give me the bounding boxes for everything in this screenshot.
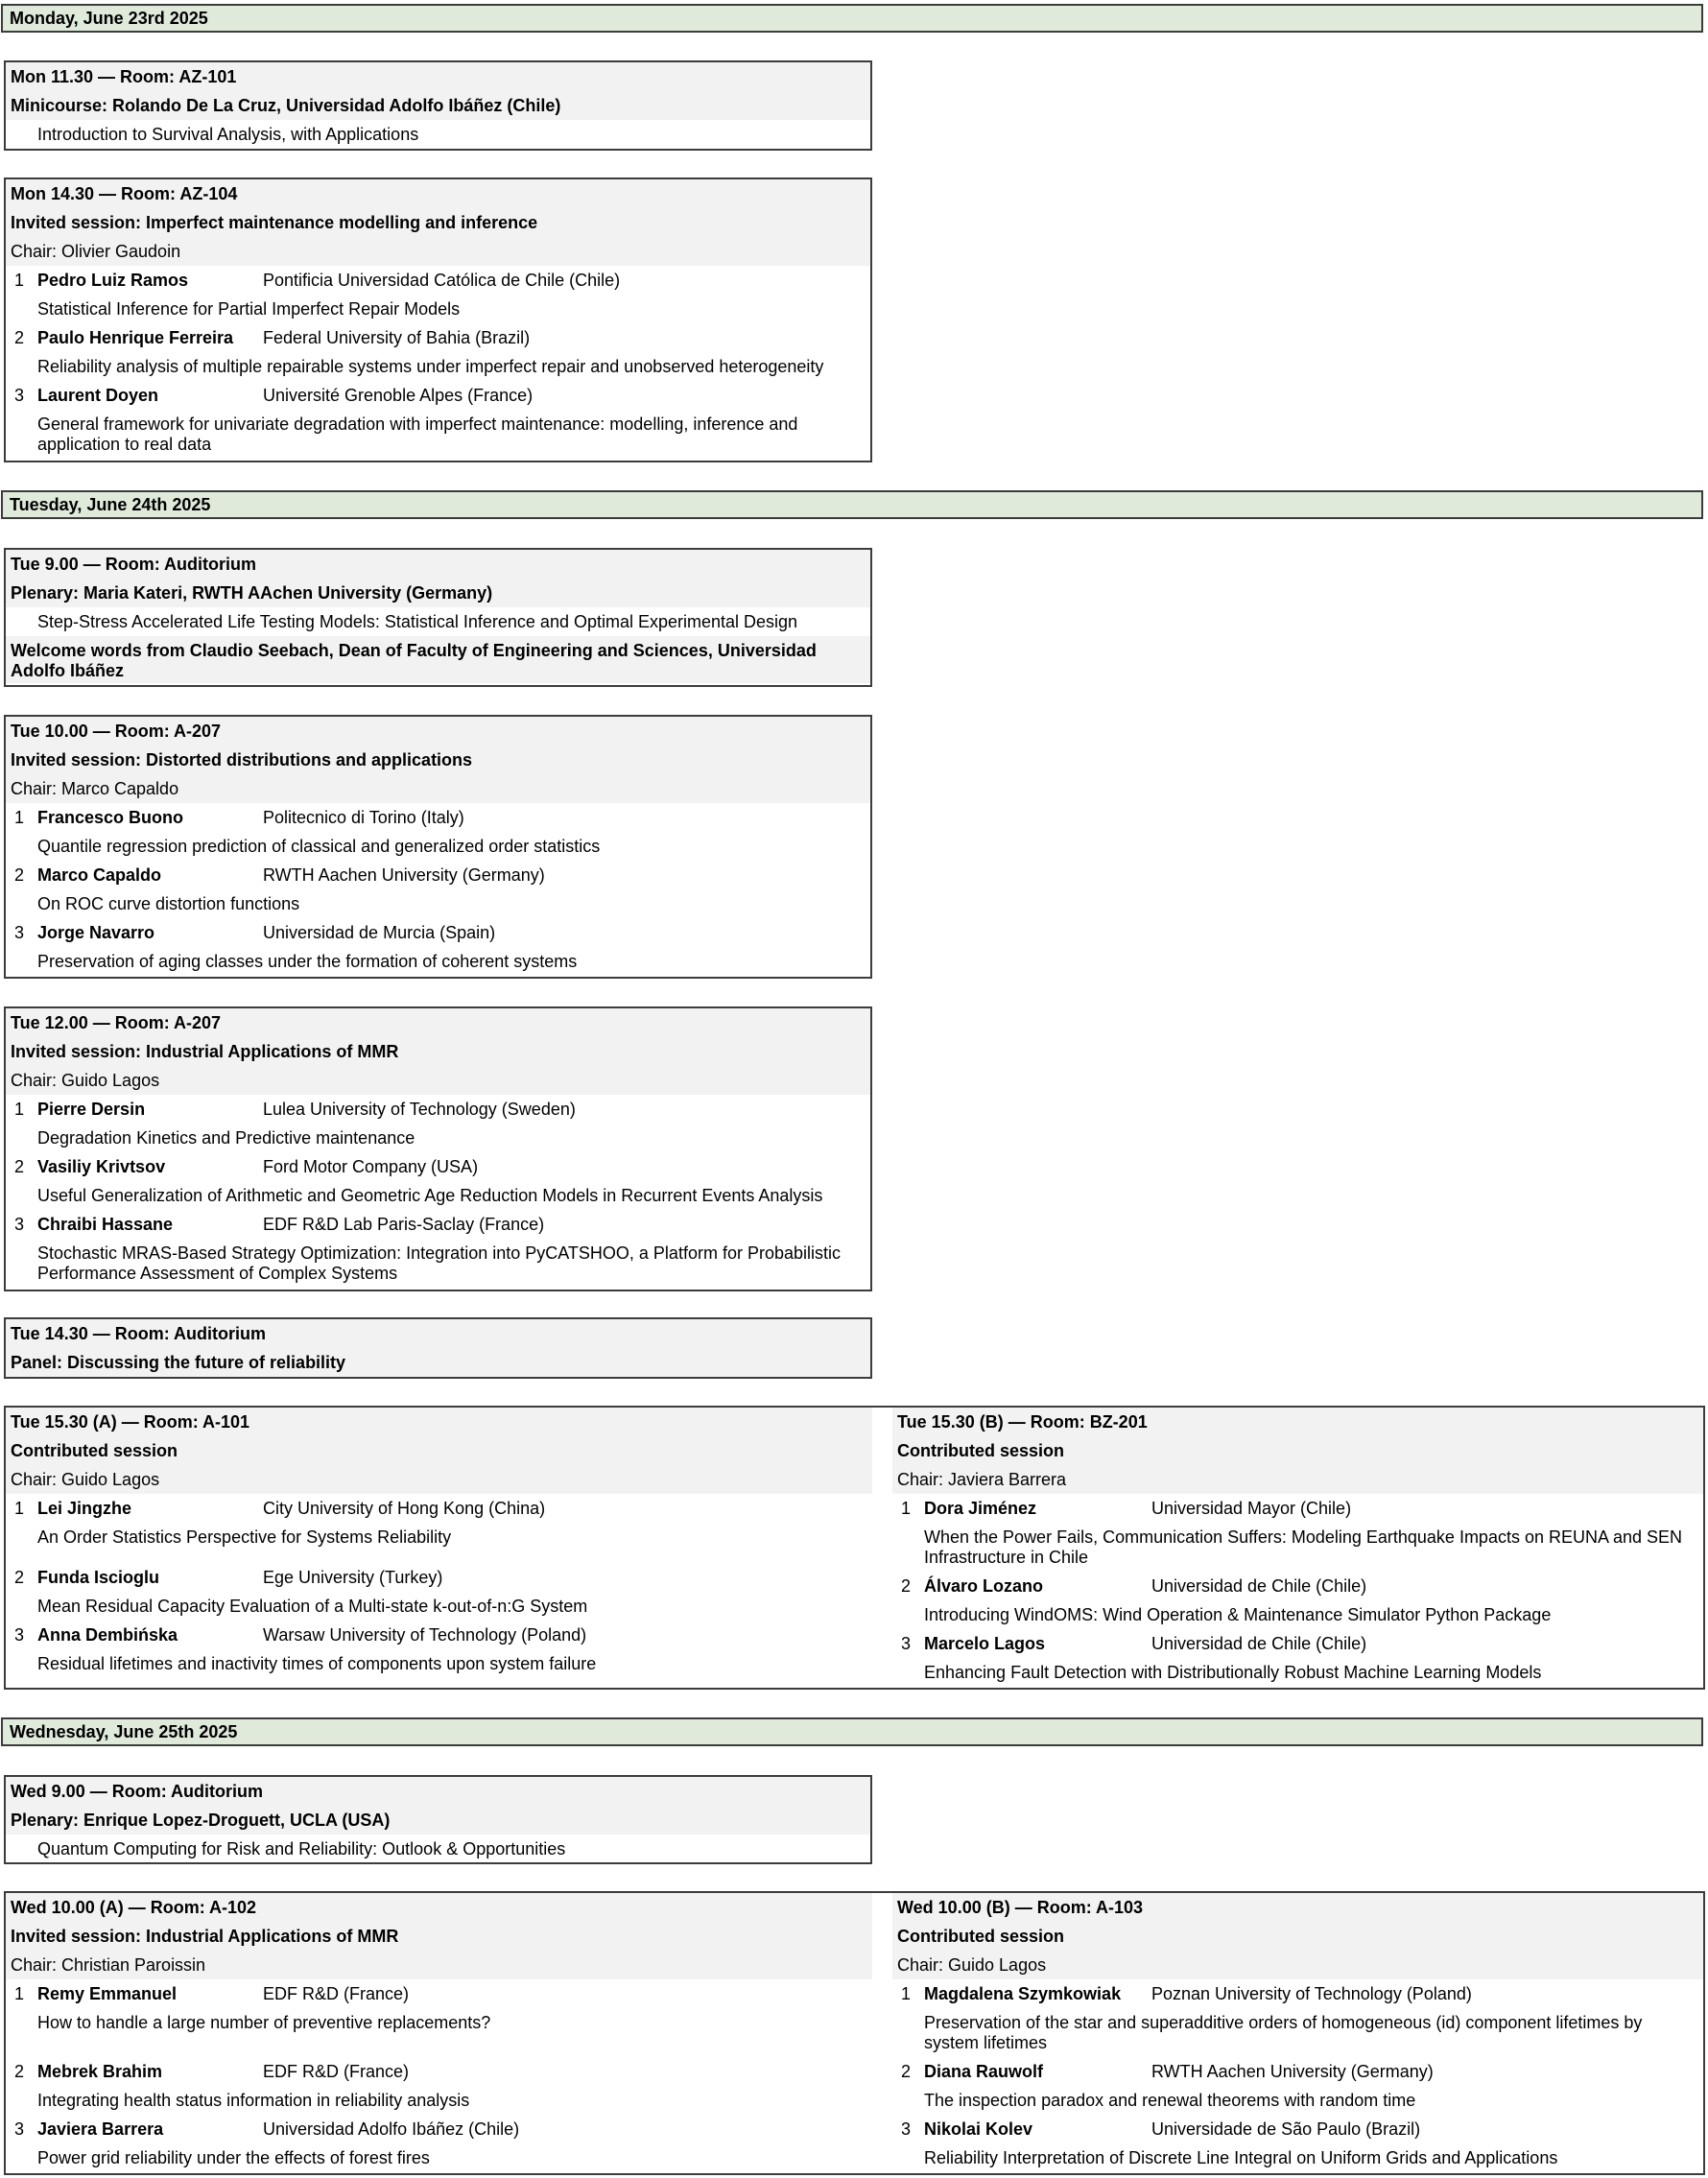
session-chair: Chair: Guido Lagos bbox=[892, 1951, 1703, 1979]
speaker-affiliation: Université Grenoble Alpes (France) bbox=[263, 386, 534, 405]
session-heading: Invited session: Industrial Applications of MMR bbox=[6, 1037, 870, 1066]
talk-title: Reliability Interpretation of Discrete Line Integral on Uniform Grids and Applications bbox=[924, 2148, 1558, 2167]
talk-row bbox=[892, 1572, 1703, 1600]
speaker-affiliation: Universidad Mayor (Chile) bbox=[1151, 1499, 1352, 1518]
talk-number: 3 bbox=[901, 1634, 912, 1653]
speaker-affiliation: Universidad de Chile (Chile) bbox=[1151, 1576, 1367, 1596]
talk-number: 1 bbox=[901, 1499, 912, 1518]
session-column-a bbox=[6, 1408, 872, 1678]
session-heading: Plenary: Maria Kateri, RWTH AAchen University (Germany) bbox=[6, 579, 870, 607]
talk-row bbox=[6, 1979, 872, 2008]
talk-title: Step-Stress Accelerated Life Testing Models: Statistical Inference and Optimal Experimental Design bbox=[37, 612, 798, 631]
talk-title: Power grid reliability under the effects of forest fires bbox=[37, 2148, 430, 2167]
talk-row bbox=[892, 1494, 1703, 1523]
session-chair: Chair: Christian Paroissin bbox=[6, 1951, 872, 1979]
talk-title: Residual lifetimes and inactivity times of components upon system failure bbox=[37, 1654, 597, 1673]
session-tue-1430 bbox=[4, 1317, 872, 1379]
talk-row bbox=[6, 381, 870, 410]
talk-row bbox=[6, 2115, 872, 2143]
talk-title: An Order Statistics Perspective for Systems Reliability bbox=[37, 1527, 452, 1547]
day-header-wednesday: Wednesday, June 25th 2025 bbox=[1, 1717, 1703, 1746]
talk-title: General framework for univariate degradation with imperfect maintenance: modelling, inference and application to real data bbox=[37, 414, 798, 454]
session-heading: Invited session: Imperfect maintenance modelling and inference bbox=[6, 208, 870, 237]
session-time-room: Tue 9.00 — Room: Auditorium bbox=[6, 550, 870, 579]
session-wed-900 bbox=[4, 1775, 872, 1864]
session-time-room: Tue 15.30 (B) — Room: BZ-201 bbox=[892, 1408, 1703, 1436]
session-heading: Contributed session bbox=[6, 1436, 872, 1465]
talk-title: Mean Residual Capacity Evaluation of a Multi-state k-out-of-n:G System bbox=[37, 1597, 588, 1616]
session-column-a bbox=[6, 1893, 872, 2172]
speaker-affiliation: Universidad Adolfo Ibáñez (Chile) bbox=[263, 2119, 520, 2139]
speaker-affiliation: Lulea University of Technology (Sweden) bbox=[263, 1100, 576, 1119]
session-heading: Invited session: Industrial Applications of MMR bbox=[6, 1922, 872, 1951]
speaker-name: Marco Capaldo bbox=[37, 865, 162, 885]
talk-number: 3 bbox=[14, 1215, 25, 1234]
session-wed-1000 bbox=[4, 1891, 1705, 2175]
talk-title: When the Power Fails, Communication Suffers: Modeling Earthquake Impacts on REUNA and SEN Infrastructure in Chile bbox=[924, 1527, 1683, 1567]
session-mon-1130 bbox=[4, 60, 872, 151]
speaker-name: Marcelo Lagos bbox=[924, 1634, 1046, 1653]
session-heading: Minicourse: Rolando De La Cruz, Universidad Adolfo Ibáñez (Chile) bbox=[6, 91, 870, 120]
talk-number: 1 bbox=[14, 1499, 25, 1518]
speaker-affiliation: Ford Motor Company (USA) bbox=[263, 1157, 479, 1176]
speaker-name: Anna Dembińska bbox=[37, 1625, 178, 1645]
talk-title: Useful Generalization of Arithmetic and Geometric Age Reduction Models in Recurrent Events Analysis bbox=[37, 1186, 823, 1205]
talk-title: Preservation of the star and superadditive orders of homogeneous (id) component lifetimes by system lifetimes bbox=[924, 2013, 1643, 2052]
talk-title-row bbox=[6, 607, 870, 636]
session-time-room: Wed 10.00 (B) — Room: A-103 bbox=[892, 1893, 1703, 1922]
session-chair: Chair: Guido Lagos bbox=[6, 1066, 870, 1095]
session-column-b bbox=[892, 1893, 1703, 2172]
talk-number: 1 bbox=[14, 808, 25, 827]
talk-row bbox=[6, 1095, 870, 1124]
speaker-name: Diana Rauwolf bbox=[924, 2062, 1044, 2081]
speaker-affiliation: Ege University (Turkey) bbox=[263, 1568, 443, 1587]
talk-row bbox=[892, 2057, 1703, 2086]
speaker-name: Mebrek Brahim bbox=[37, 2062, 163, 2081]
talk-title-row bbox=[6, 1835, 870, 1863]
talk-title: The inspection paradox and renewal theorems with random time bbox=[924, 2091, 1416, 2110]
session-heading: Invited session: Distorted distributions and applications bbox=[6, 746, 870, 774]
session-time-room: Wed 10.00 (A) — Room: A-102 bbox=[6, 1893, 872, 1922]
speaker-affiliation: Federal University of Bahia (Brazil) bbox=[263, 328, 531, 347]
session-time-room: Tue 14.30 — Room: Auditorium bbox=[6, 1319, 870, 1348]
talk-row bbox=[6, 2057, 872, 2086]
talk-title: On ROC curve distortion functions bbox=[37, 894, 300, 913]
speaker-affiliation: EDF R&D (France) bbox=[263, 1984, 410, 2003]
talk-title: Reliability analysis of multiple repairable systems under imperfect repair and unobserved heterogeneity bbox=[37, 357, 824, 376]
session-time-room: Tue 15.30 (A) — Room: A-101 bbox=[6, 1408, 872, 1436]
talk-number: 1 bbox=[14, 1984, 25, 2003]
speaker-name: Dora Jiménez bbox=[924, 1499, 1037, 1518]
speaker-affiliation: RWTH Aachen University (Germany) bbox=[263, 865, 545, 885]
session-time-room: Wed 9.00 — Room: Auditorium bbox=[6, 1777, 870, 1806]
session-mon-1430 bbox=[4, 178, 872, 462]
talk-row bbox=[6, 861, 870, 889]
session-heading: Plenary: Enrique Lopez-Droguett, UCLA (USA) bbox=[6, 1806, 870, 1835]
session-chair: Chair: Javiera Barrera bbox=[892, 1465, 1703, 1494]
talk-number: 2 bbox=[14, 1568, 25, 1587]
speaker-affiliation: EDF R&D Lab Paris-Saclay (France) bbox=[263, 1215, 545, 1234]
speaker-name: Laurent Doyen bbox=[37, 386, 159, 405]
session-tue-1530 bbox=[4, 1406, 1705, 1690]
speaker-affiliation: Universidade de São Paulo (Brazil) bbox=[1151, 2119, 1421, 2139]
talk-title: Introducing WindOMS: Wind Operation & Maintenance Simulator Python Package bbox=[924, 1605, 1552, 1624]
talk-title: Stochastic MRAS-Based Strategy Optimization: Integration into PyCATSHOO, a Platform for Probabilistic Performance Assessment of Complex Systems bbox=[37, 1243, 841, 1283]
speaker-name: Magdalena Szymkowiak bbox=[924, 1984, 1122, 2003]
talk-title: Introduction to Survival Analysis, with Applications bbox=[37, 125, 419, 144]
speaker-name: Francesco Buono bbox=[37, 808, 184, 827]
talk-row bbox=[6, 1621, 872, 1649]
talk-title: Degradation Kinetics and Predictive maintenance bbox=[37, 1128, 415, 1148]
talk-row bbox=[6, 803, 870, 832]
speaker-affiliation: Warsaw University of Technology (Poland) bbox=[263, 1625, 587, 1645]
speaker-name: Remy Emmanuel bbox=[37, 1984, 178, 2003]
talk-row bbox=[6, 1210, 870, 1239]
session-tue-900 bbox=[4, 548, 872, 687]
session-chair: Chair: Marco Capaldo bbox=[6, 774, 870, 803]
session-time-room: Mon 11.30 — Room: AZ-101 bbox=[6, 62, 870, 91]
speaker-affiliation: Universidad de Murcia (Spain) bbox=[263, 923, 496, 942]
talk-number: 2 bbox=[14, 328, 25, 347]
speaker-name: Javiera Barrera bbox=[37, 2119, 164, 2139]
talk-number: 1 bbox=[14, 1100, 25, 1119]
talk-row bbox=[6, 918, 870, 947]
speaker-affiliation: Universidad de Chile (Chile) bbox=[1151, 1634, 1367, 1653]
talk-number: 3 bbox=[14, 1625, 25, 1645]
speaker-affiliation: Pontificia Universidad Católica de Chile (Chile) bbox=[263, 271, 621, 290]
speaker-name: Lei Jingzhe bbox=[37, 1499, 132, 1518]
speaker-affiliation: EDF R&D (France) bbox=[263, 2062, 410, 2081]
speaker-affiliation: RWTH Aachen University (Germany) bbox=[1151, 2062, 1434, 2081]
talk-number: 1 bbox=[14, 271, 25, 290]
talk-number: 2 bbox=[14, 2062, 25, 2081]
talk-number: 2 bbox=[901, 2062, 912, 2081]
speaker-affiliation: City University of Hong Kong (China) bbox=[263, 1499, 546, 1518]
talk-row bbox=[6, 323, 870, 352]
talk-number: 3 bbox=[14, 386, 25, 405]
session-heading: Panel: Discussing the future of reliability bbox=[6, 1348, 870, 1377]
speaker-name: Pedro Luiz Ramos bbox=[37, 271, 189, 290]
session-time-room: Tue 10.00 — Room: A-207 bbox=[6, 717, 870, 746]
talk-number: 3 bbox=[14, 2119, 25, 2139]
talk-row bbox=[892, 2115, 1703, 2143]
talk-number: 2 bbox=[901, 1576, 912, 1596]
talk-row bbox=[6, 1494, 872, 1523]
talk-title: Enhancing Fault Detection with Distributionally Robust Machine Learning Models bbox=[924, 1663, 1542, 1682]
speaker-name: Funda Iscioglu bbox=[37, 1568, 160, 1587]
talk-number: 2 bbox=[14, 865, 25, 885]
talk-list bbox=[6, 266, 870, 459]
session-tue-1000 bbox=[4, 715, 872, 979]
day-header-tuesday: Tuesday, June 24th 2025 bbox=[1, 490, 1703, 519]
session-time-room: Tue 12.00 — Room: A-207 bbox=[6, 1008, 870, 1037]
session-column-b bbox=[892, 1408, 1703, 1687]
talk-row bbox=[892, 1629, 1703, 1658]
session-chair: Chair: Olivier Gaudoin bbox=[6, 237, 870, 266]
talk-title: How to handle a large number of preventive replacements? bbox=[37, 2013, 491, 2032]
speaker-name: Chraibi Hassane bbox=[37, 1215, 174, 1234]
talk-title: Quantum Computing for Risk and Reliability: Outlook & Opportunities bbox=[37, 1839, 566, 1858]
talk-row bbox=[6, 1152, 870, 1181]
session-chair: Chair: Guido Lagos bbox=[6, 1465, 872, 1494]
talk-title: Statistical Inference for Partial Imperfect Repair Models bbox=[37, 299, 461, 319]
speaker-name: Pierre Dersin bbox=[37, 1100, 146, 1119]
talk-row bbox=[6, 1563, 872, 1592]
talk-title: Integrating health status information in reliability analysis bbox=[37, 2091, 470, 2110]
session-note: Welcome words from Claudio Seebach, Dean of Faculty of Engineering and Sciences, Universidad Adolfo Ibáñez bbox=[6, 636, 870, 683]
talk-number: 1 bbox=[901, 1984, 912, 2003]
speaker-name: Álvaro Lozano bbox=[924, 1576, 1044, 1596]
talk-title: Quantile regression prediction of classical and generalized order statistics bbox=[37, 837, 601, 856]
talk-number: 3 bbox=[901, 2119, 912, 2139]
speaker-affiliation: Politecnico di Torino (Italy) bbox=[263, 808, 464, 827]
day-header-monday: Monday, June 23rd 2025 bbox=[1, 4, 1703, 33]
speaker-affiliation: Poznan University of Technology (Poland) bbox=[1151, 1984, 1472, 2003]
talk-title: Preservation of aging classes under the formation of coherent systems bbox=[37, 952, 578, 971]
speaker-name: Nikolai Kolev bbox=[924, 2119, 1033, 2139]
talk-number: 3 bbox=[14, 923, 25, 942]
talk-row bbox=[892, 1979, 1703, 2008]
session-heading: Contributed session bbox=[892, 1436, 1703, 1465]
session-heading: Contributed session bbox=[892, 1922, 1703, 1951]
session-tue-1200 bbox=[4, 1006, 872, 1291]
talk-number: 2 bbox=[14, 1157, 25, 1176]
talk-title-row bbox=[6, 120, 870, 149]
speaker-name: Paulo Henrique Ferreira bbox=[37, 328, 234, 347]
speaker-name: Vasiliy Krivtsov bbox=[37, 1157, 166, 1176]
session-time-room: Mon 14.30 — Room: AZ-104 bbox=[6, 179, 870, 208]
talk-row bbox=[6, 266, 870, 295]
speaker-name: Jorge Navarro bbox=[37, 923, 155, 942]
